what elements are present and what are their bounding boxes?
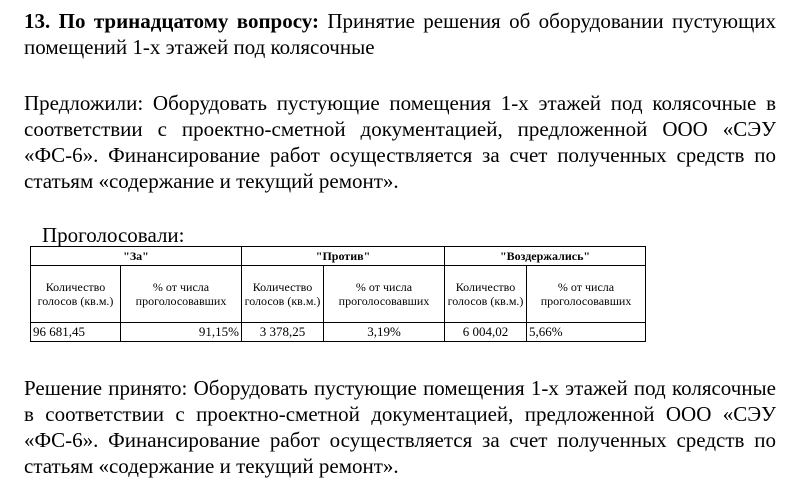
against-votes-value: 3 378,25	[242, 323, 324, 342]
against-percent-value: 3,19%	[324, 323, 445, 342]
abstain-votes-value: 6 004,02	[445, 323, 527, 342]
proposed-paragraph: Предложили: Оборудовать пустующие помещения 1-х этажей под колясочные в соответствии с проектно-сметной документацией, предложенной ООО «СЭУ «ФС-6». Финансирование работ осуществляется за счет полученных средств по статьям «содержание и текущий ремонт».	[24, 91, 776, 193]
against-percent-header: % от числа проголосовавших	[324, 266, 445, 323]
against-votes-header: Количество голосов (кв.м.)	[242, 266, 324, 323]
abstain-votes-header: Количество голосов (кв.м.)	[445, 266, 527, 323]
group-against: "Против"	[242, 247, 445, 266]
group-abstain: "Воздержались"	[445, 247, 646, 266]
for-percent-value: 91,15%	[121, 323, 242, 342]
votes-table	[30, 246, 646, 342]
question-text: Принятие решения об оборудовании пустующих помещений 1-х этажей под колясочные	[24, 9, 776, 59]
decision-paragraph: Решение принято: Оборудовать пустующие помещения 1-х этажей под колясочные в соответствии с проектно-сметной документацией, предложенной ООО «СЭУ «ФС-6». Финансирование работ осуществляется за счет полученных средств по статьям «содержание и текущий ремонт».	[24, 376, 776, 478]
votes-group-header-row	[31, 247, 646, 266]
voted-label: Проголосовали:	[42, 223, 185, 247]
abstain-percent-header: % от числа проголосовавших	[527, 266, 646, 323]
votes-values-row	[31, 323, 646, 342]
question-separator: :	[312, 9, 319, 33]
group-for: "За"	[31, 247, 242, 266]
votes-subheader-row	[31, 266, 646, 323]
abstain-percent-value: 5,66%	[527, 323, 646, 342]
question-number: 13. По тринадцатому вопросу	[24, 9, 312, 33]
question-heading	[24, 8, 776, 60]
for-votes-value: 96 681,45	[31, 323, 121, 342]
for-votes-header: Количество голосов (кв.м.)	[31, 266, 121, 323]
for-percent-header: % от числа проголосовавших	[121, 266, 242, 323]
